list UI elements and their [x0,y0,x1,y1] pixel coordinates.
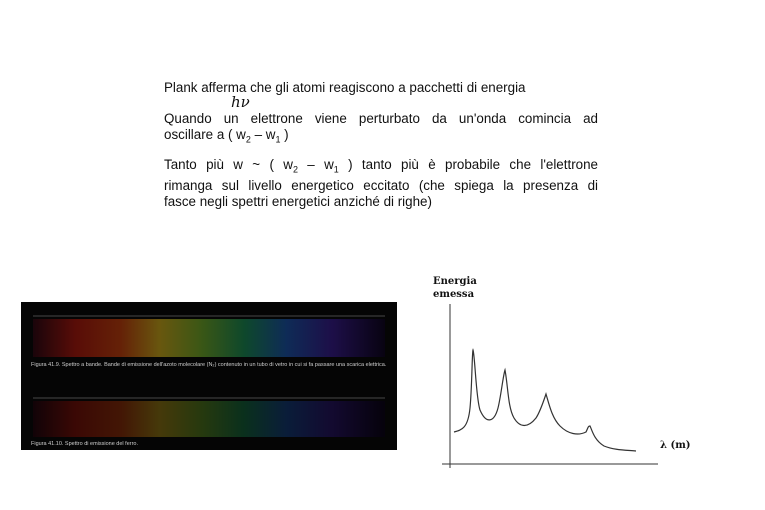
emission-spectra-image [21,302,397,450]
energy-emission-graph [428,268,708,478]
paragraph-probability-line3: fasce negli spettri energetici anziché di righe) [164,193,432,209]
spectrum-caption-iron: Figura 41.10. Spettro di emissione del ferro. [31,441,139,447]
y-axis-label-line1: Energia [433,276,477,287]
planck-quantum-formula: hν [231,93,250,111]
paragraph-oscillation [164,111,598,148]
spectrum-caption-nitrogen: Figura 41.9. Spettro a bande. Bande di emissione dell'azoto molecolare (N₂) contenuto in un tubo di vetro in cui si fa passare una scarica elettrica. [31,362,387,368]
paragraph-probability [164,157,598,210]
paragraph-probability-line1: Tanto più w ~ ( $w_2 - w_1$ ) tanto più è probabile che l'elettrone [164,157,598,175]
paragraph-oscillation-line2: oscillare a ( $w_2 - w_1$ ) [164,127,289,145]
paragraph-probability-line2: rimanga sul livello energetico eccitato (che spiega la presenza di [164,177,598,193]
y-axis-label-line2: emessa [433,289,475,300]
paragraph-oscillation-line1: Quando un elettrone viene perturbato da un'onda comincia ad [164,111,598,126]
emission-curve [454,350,636,451]
spectra-bands-svg [21,302,397,450]
intro-line: Plank afferma che gli atomi reagiscono a pacchetti di energia [164,80,526,95]
x-axis-label: λ (m) [660,440,691,451]
